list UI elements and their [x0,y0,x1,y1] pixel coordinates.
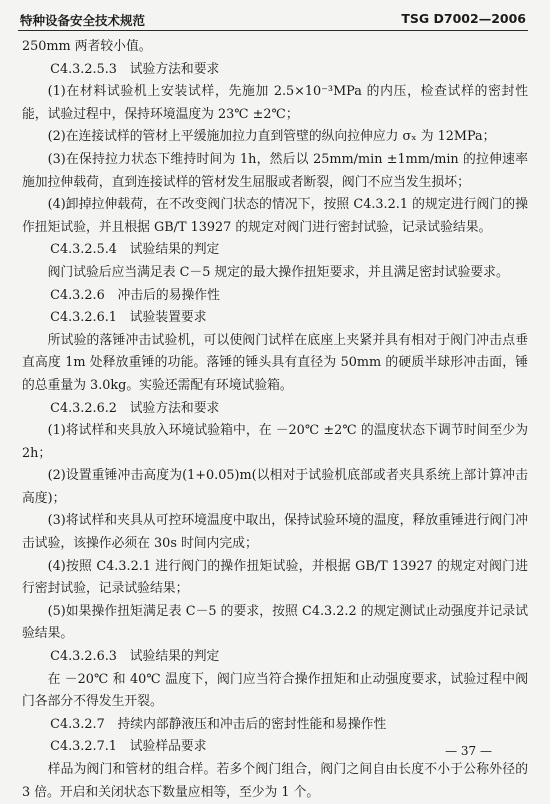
section-heading: C4.3.2.5.3 试验方法和要求 [50,61,220,77]
paragraph: (2)设置重锤冲击高度为(1+0.05)m(以相对于试验机底部或者夹具系统上部计算冲击高度)； [22,468,528,506]
section-heading: C4.3.2.6 冲击后的易操作性 [50,287,220,303]
paragraph: 250mm 两者较小值。 [22,39,152,54]
section-heading: C4.3.2.5.4 试验结果的判定 [50,242,220,258]
paragraph: (5)如果操作扭矩满足表 C－5 的要求，按照 C4.3.2.2 的规定测试止动强度并记录试验结果。 [22,603,528,642]
page-header [18,8,528,31]
paragraph: 所试验的落锤冲击试验机，可以使阀门试样在底座上夹紧并具有相对于阀门冲击点垂直高度 1m 处释放重锤的功能。落锤的锤头具有直径为 50mm 的硬质半球形冲击面，锤的总重量为 3.0kg。实验还需配有环境试验箱。 [22,332,528,393]
section-heading: C4.3.2.7 持续内部静液压和冲击后的密封性能和易操作性 [50,716,387,732]
paragraph: 样品为阀门和管材的组合样。若多个阀门组合，阀门之间自由长度不小于公称外径的 3 倍。开启和关闭状态下数量应相等，至少为 1 个。 [22,762,528,800]
header-standard-code: TSG D7002—2006 [401,11,526,26]
section-heading: C4.3.2.7.1 试验样品要求 [50,739,207,755]
paragraph: 阀门试验后应当满足表 C－5 规定的最大操作扭矩要求，并且满足密封试验要求。 [47,264,509,280]
page-number: — 37 — [445,744,492,758]
paragraph: 在 －20℃ 和 40℃ 温度下，阀门应当符合操作扭矩和止动强度要求，试验过程中阀门各部分不得发生开裂。 [22,671,528,710]
paragraph: (1)将试样和夹具放入环境试验箱中，在 －20℃ ±2℃ 的温度状态下调节时间至少为 2h； [22,423,528,461]
document-body [22,36,528,804]
paragraph: (4)按照 C4.3.2.1 进行阀门的操作扭矩试验，并根据 GB/T 13927 的规定对阀门进行密封试验，记录试验结果； [22,558,528,597]
paragraph: (3)在保持拉力状态下维持时间为 1h，然后以 25mm/min ±1mm/min 的拉伸速率施加拉伸载荷，直到连接试样的管材发生屈服或者断裂，阀门不应当发生损坏； [22,151,528,190]
section-heading: C4.3.2.6.2 试验方法和要求 [50,400,220,416]
paragraph: (3)将试样和夹具从可控环境温度中取出，保持试验环境的温度，释放重锤进行阀门冲击试验，该操作必须在 30s 时间内完成； [22,513,528,552]
paragraph: (4)卸掉拉伸载荷，在不改变阀门状态的情况下，按照 C4.3.2.1 的规定进行阀门的操作扭矩试验，并且根据 GB/T 13927 的规定对阀门进行密封试验，记录试验结果。 [22,197,528,235]
section-heading: C4.3.2.6.3 试验结果的判定 [50,649,220,665]
header-title: 特种设备安全技术规范 [20,13,146,28]
section-heading: C4.3.2.6.1 试验装置要求 [50,310,207,326]
paragraph: (1)在材料试验机上安装试样，先施加 2.5×10⁻³MPa 的内压，检查试样的密封性能，试验过程中，保持环境温度为 23℃ ±2℃； [22,84,528,122]
paragraph: (2)在连接试样的管材上平缓施加拉力直到管壁的纵向拉伸应力 σₓ 为 12MPa； [47,129,496,145]
